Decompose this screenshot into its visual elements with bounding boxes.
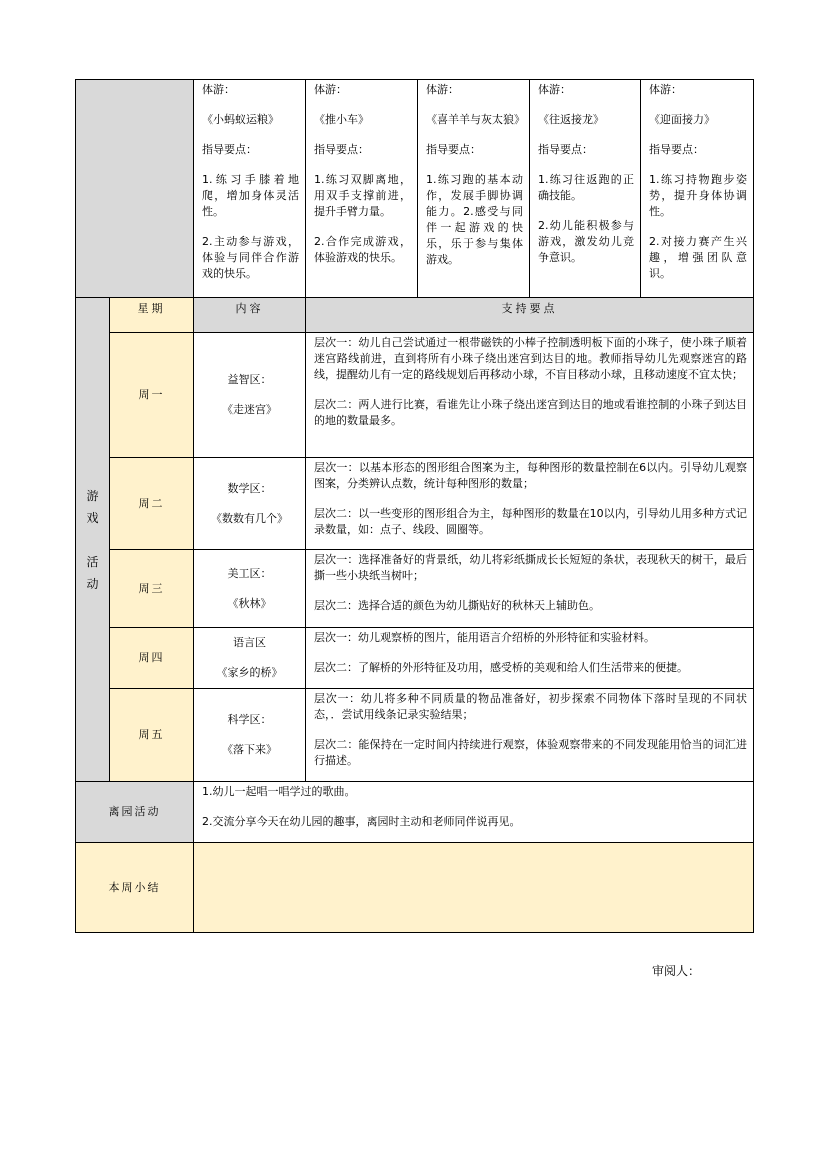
guide-point: 1.练习往返跑的正确技能。: [538, 173, 634, 202]
table-row: [76, 689, 754, 782]
table-row: [76, 333, 754, 458]
level-text: 层次二：以一些变形的图形组合为主，每种图形的数量在10以内，引导幼儿用多种方式记录数量，如：点子、线段、圆圈等。: [314, 507, 747, 536]
guide-point: 1.练习手膝着地爬，增加身体灵活性。: [202, 173, 299, 218]
support-cell: [306, 458, 754, 550]
sports-category: 体游：: [649, 83, 682, 96]
content-cell: [194, 550, 306, 628]
sports-category: 体游：: [314, 83, 347, 96]
header-support: 支持要点: [306, 298, 754, 333]
level-text: 层次一：幼儿将多种不同质量的物品准备好，初步探索不同物体下落时呈现的不同状态，．尝试用线条记录实验结果；: [314, 692, 747, 721]
sports-cell: [194, 80, 306, 298]
activity-name: 《数数有几个》: [211, 511, 288, 525]
area-name: 美工区：: [227, 566, 272, 580]
guide-point: 2.合作完成游戏，体验游戏的快乐。: [314, 235, 411, 264]
activity-name: 《走迷宫》: [222, 403, 277, 416]
weekday-cell: 周五: [110, 689, 194, 782]
summary-row: [76, 843, 754, 933]
game-activity-label-cell: [76, 298, 110, 782]
sports-title: 《喜羊羊与灰太狼》: [426, 113, 525, 126]
weekly-plan-table: [75, 79, 754, 933]
guide-label: 指导要点：: [538, 143, 593, 156]
weekday-cell: 周一: [110, 333, 194, 458]
activity-name: 《家乡的桥》: [216, 666, 283, 679]
sports-row-label-cell: [76, 80, 194, 298]
sports-category: 体游：: [202, 83, 235, 96]
area-name: 科学区：: [227, 713, 272, 726]
sports-cell: [306, 80, 418, 298]
guide-point: 1.练习双脚离地，用双手支撑前进，提升手臂力量。: [314, 173, 411, 218]
departure-label: 离园活动: [76, 782, 194, 843]
guide-point: 1.练习持物跑步姿势，提升身体协调性。: [649, 173, 747, 218]
sports-title: 《推小车》: [314, 113, 369, 126]
sports-cell: [530, 80, 641, 298]
level-text: 层次一：幼儿观察桥的图片，能用语言介绍桥的外形特征和实验材料。: [314, 631, 655, 644]
guide-label: 指导要点：: [202, 143, 257, 156]
sports-cell: [641, 80, 754, 298]
departure-row: [76, 782, 754, 843]
sports-title: 《往返接龙》: [538, 113, 604, 126]
reviewer-label: 审阅人：: [652, 964, 701, 978]
content-cell: [194, 458, 306, 550]
level-text: 层次二：选择合适的颜色为幼儿撕贴好的秋林天上辅助色。: [314, 599, 600, 612]
level-text: 层次二：了解桥的外形特征及功用，感受桥的美观和给人们生活带来的便捷。: [314, 661, 688, 674]
support-cell: [306, 550, 754, 628]
sports-cell: [418, 80, 530, 298]
sports-row: [76, 80, 754, 298]
table-row: [76, 550, 754, 628]
content-cell: [194, 333, 306, 458]
weekday-cell: 周三: [110, 550, 194, 628]
level-text: 层次一：幼儿自己尝试通过一根带磁铁的小棒子控制透明板下面的小珠子，使小珠子顺着迷宫路线前进，直到将所有小珠子绕出迷宫到达目的地。教师指导幼儿先观察迷宫的路线，提醒幼儿有一定的路线规划后再移动小球，不盲目移动小球，且移动速度不宜太快；: [314, 336, 747, 381]
table-row: [76, 628, 754, 689]
level-text: 层次二：能保持在一定时间内持续进行观察，体验观察带来的不同发现能用恰当的词汇进行描述。: [314, 738, 747, 767]
area-name: 益智区：: [227, 373, 272, 386]
sports-category: 体游：: [426, 83, 459, 96]
support-cell: [306, 628, 754, 689]
level-text: 层次一：选择准备好的背景纸，幼儿将彩纸撕成长长短短的条状，表现秋天的树干，最后撕一些小块纸当树叶；: [314, 553, 747, 582]
guide-label: 指导要点：: [314, 143, 369, 156]
support-cell: [306, 689, 754, 782]
weekday-cell: 周二: [110, 458, 194, 550]
game-activity-label: 游 戏 活 动: [86, 488, 99, 591]
table-row: [76, 458, 754, 550]
departure-content: [194, 782, 754, 843]
sports-title: 《小蚂蚁运粮》: [202, 113, 279, 126]
guide-point: 1.练习跑的基本动作，发展手脚协调能力。2.感受与同伴一起游戏的快乐，乐于参与集体游戏。: [426, 173, 523, 266]
sports-category: 体游：: [538, 83, 571, 96]
sports-title: 《迎面接力》: [649, 113, 715, 126]
guide-label: 指导要点：: [649, 143, 704, 156]
game-header-row: [76, 298, 754, 333]
area-name: 数学区：: [227, 481, 272, 495]
level-text: 层次二：两人进行比赛，看谁先让小珠子绕出迷宫到达目的地或看谁控制的小珠子到达目的地的数量最多。: [314, 398, 747, 427]
departure-item: 1.幼儿一起唱一唱学过的歌曲。: [202, 785, 356, 798]
header-weekday: 星期: [110, 298, 194, 333]
activity-name: 《秋林》: [227, 596, 272, 610]
guide-point: 2.幼儿能积极参与游戏，激发幼儿竞争意识。: [538, 219, 634, 264]
guide-point: 2.对接力赛产生兴趣，增强团队意识。: [649, 235, 747, 280]
area-name: 语言区: [233, 636, 266, 649]
weekday-cell: 周四: [110, 628, 194, 689]
content-cell: [194, 628, 306, 689]
level-text: 层次一：以基本形态的图形组合图案为主，每种图形的数量控制在6以内。引导幼儿观察图案，分类辨认点数，统计每种图形的数量；: [314, 461, 747, 490]
content-cell: [194, 689, 306, 782]
departure-item: 2.交流分享今天在幼儿园的趣事，离园时主动和老师同伴说再见。: [202, 815, 521, 828]
header-content: 内容: [194, 298, 306, 333]
summary-label: 本周小结: [76, 843, 194, 933]
support-cell: [306, 333, 754, 458]
summary-content[interactable]: [194, 843, 754, 933]
guide-point: 2.主动参与游戏，体验与同伴合作游戏的快乐。: [202, 235, 299, 280]
activity-name: 《落下来》: [222, 743, 277, 756]
guide-label: 指导要点：: [426, 143, 481, 156]
